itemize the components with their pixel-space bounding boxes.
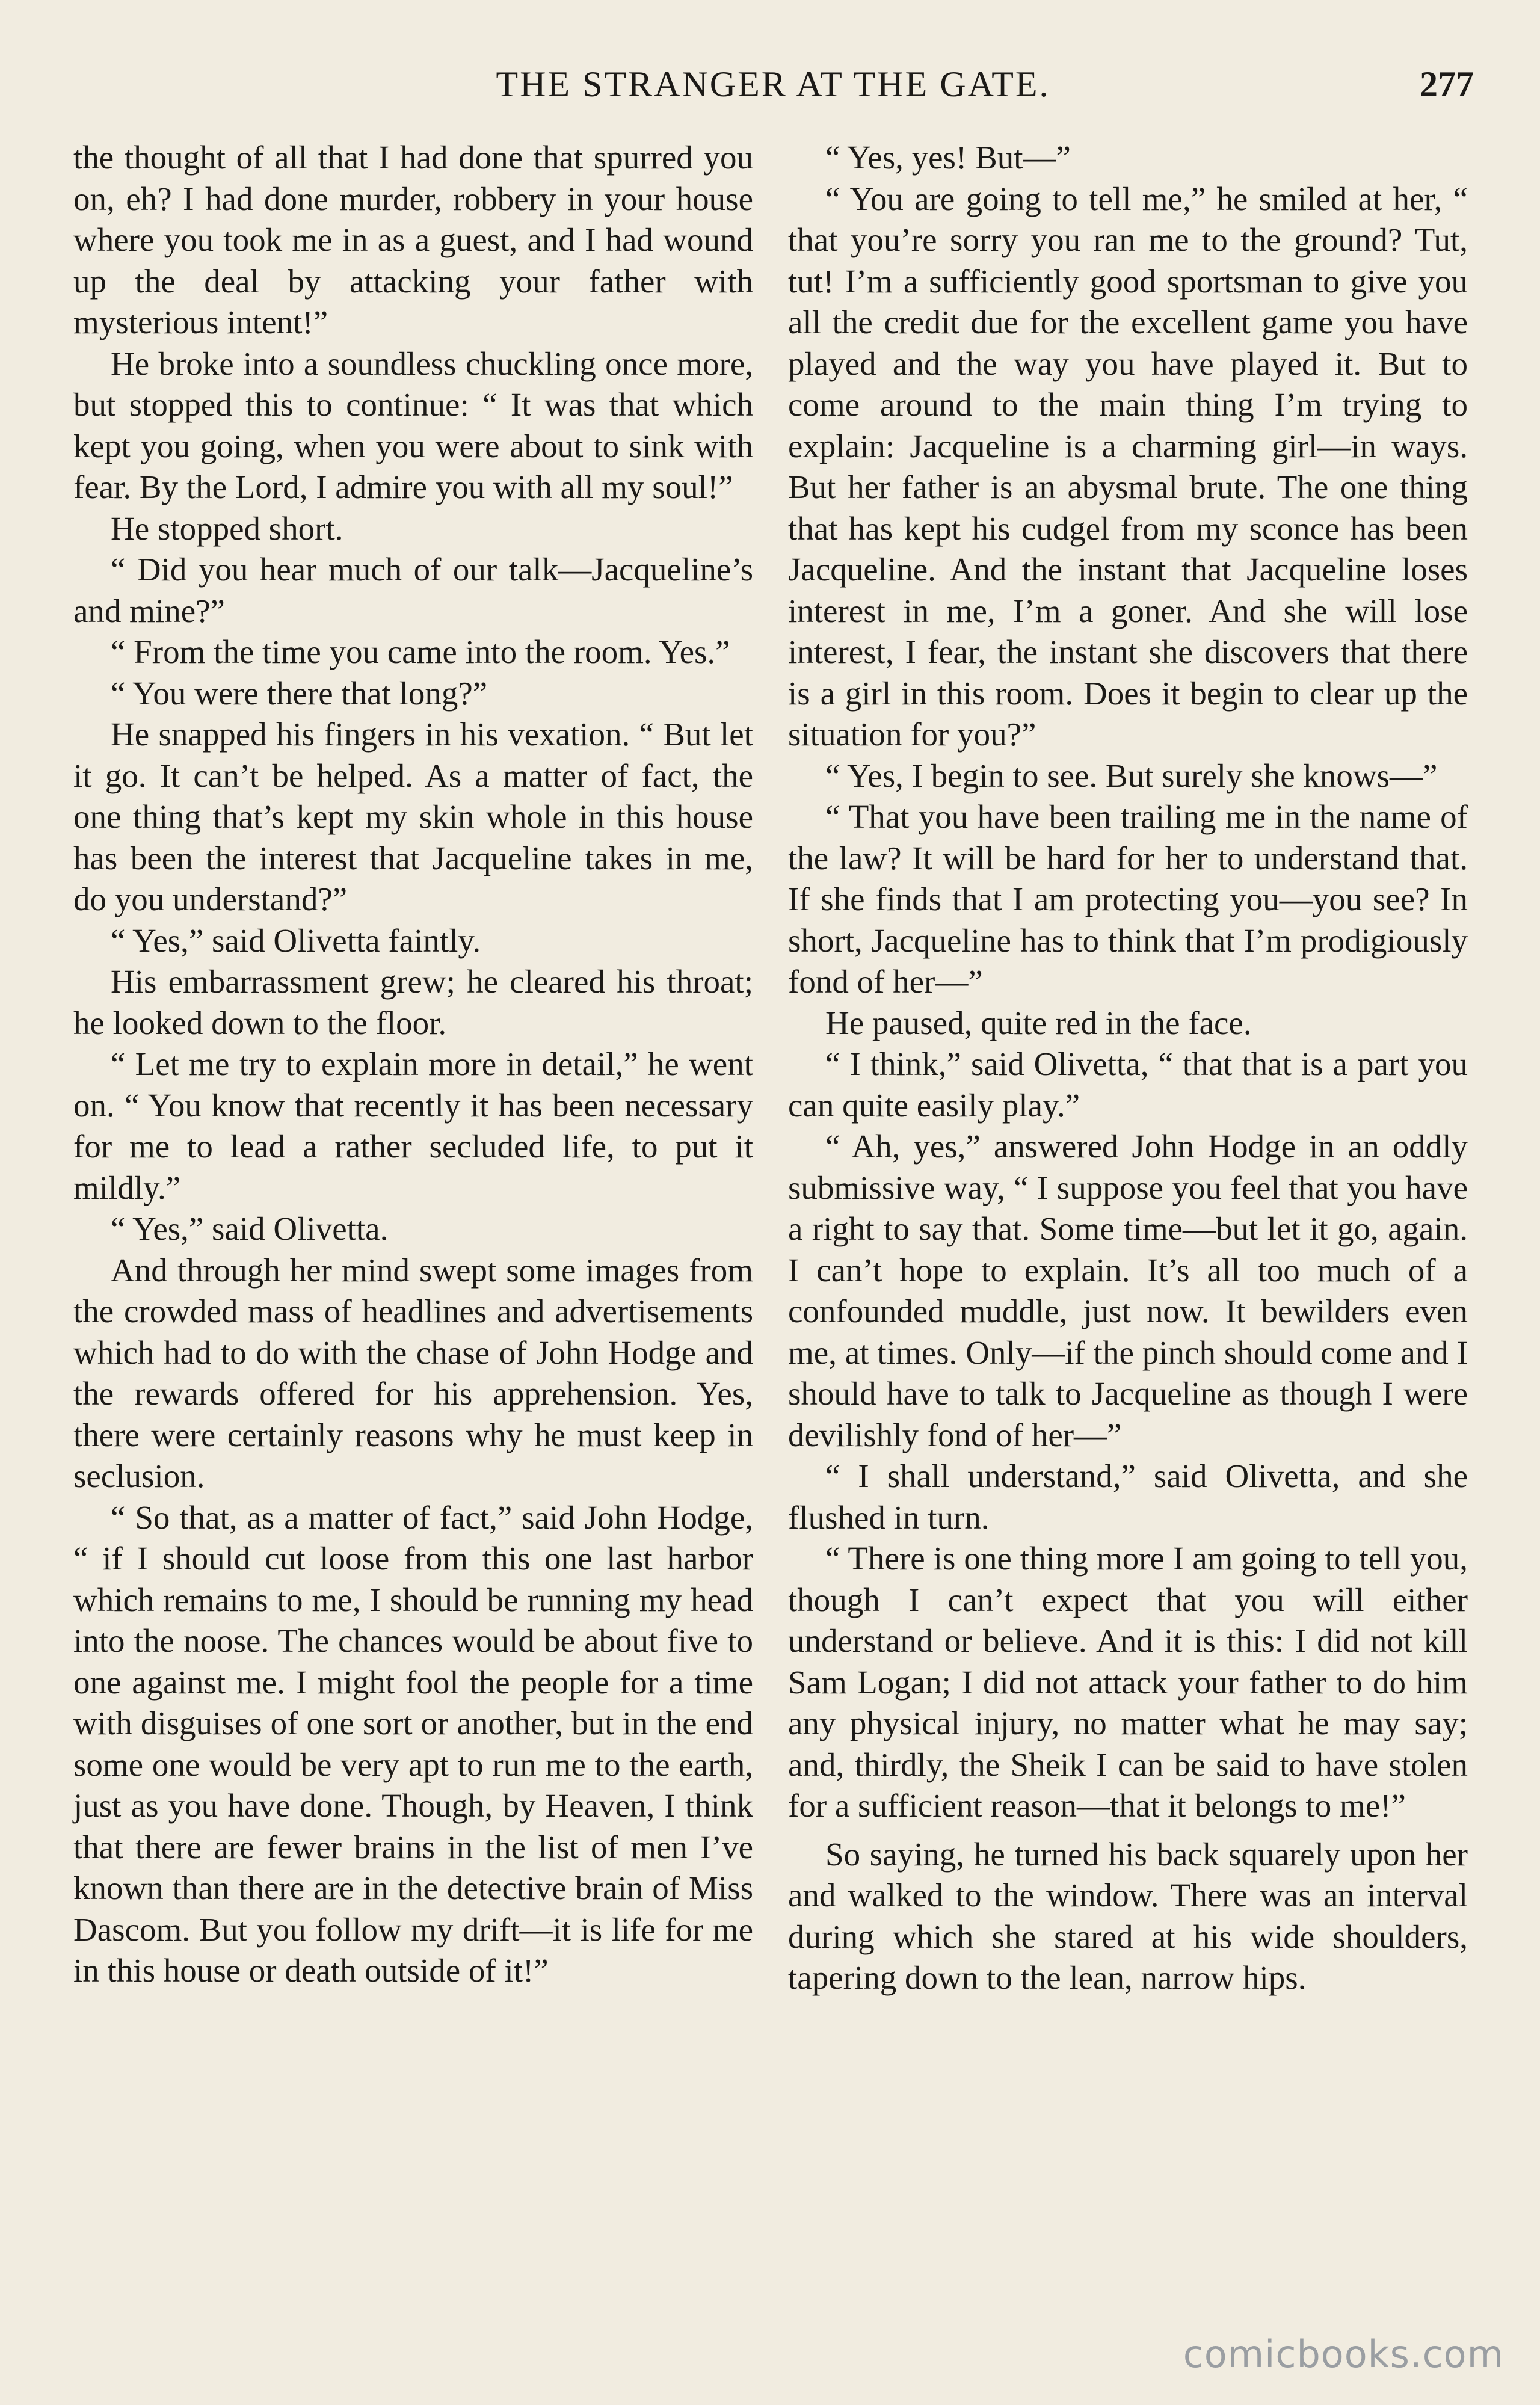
page-number: 277 [1420, 64, 1474, 104]
page-header [72, 57, 1474, 111]
paragraph: And through her mind swept some images from the crowded mass of headlines and advertisements which had to do with the chase of John Hodge and the rewards offered for his apprehension. Yes, there were certainly reasons why he must keep in seclusion. [73, 1251, 753, 1494]
paragraph: So saying, he turned his back squarely upon her and walked to the window. There was an interval during which she stared at his wide shoulders, tapering down to the lean, narrow hips. [788, 1835, 1468, 1996]
paragraph: “ Yes, yes! But—” [825, 139, 1071, 176]
paragraph: He paused, quite red in the face. [825, 1004, 1252, 1041]
paragraph: “ Let me try to explain more in detail,” he went on. “ You know that recently it has been necessary for me to lead a rather secluded life, to put it mildly.” [73, 1045, 753, 1206]
paragraph: “ I think,” said Olivetta, “ that that is a part you can quite easily play.” [788, 1045, 1468, 1124]
paragraph: He stopped short. [111, 510, 343, 547]
paragraph: “ I shall understand,” said Olivetta, and she flushed in turn. [788, 1458, 1468, 1536]
paragraph: “ You were there that long?” [111, 674, 488, 712]
paragraph: “ Did you hear much of our talk—Jacqueline’s and mine?” [73, 551, 753, 629]
paragraph: “ Ah, yes,” answered John Hodge in an oddly submissive way, “ I suppose you feel that you have a right to say that. Some time—but let it go, again. I can’t hope to explain. It’s all too much of a confounded muddle, just now. It bewilders even me, at times. Only—if the pinch should come and I should have to talk to Jacqueline as though I were devilishly fond of her—” [788, 1128, 1468, 1453]
paragraph: He snapped his fingers in his vexation. “ But let it go. It can’t be helped. As a matter of fact, the one thing that’s kept my skin whole in this house has been the interest that Jacqueline takes in me, do you understand?” [73, 716, 753, 917]
running-title: THE STRANGER AT THE GATE. [496, 64, 1050, 104]
paragraph: “ There is one thing more I am going to tell you, though I can’t expect that you will either understand or believe. And it is this: I did not kill Sam Logan; I did not attack your father to do him any physical injury, no matter what he may say; and, thirdly, the Sheik I can be said to have stolen for a sufficient reason—that it belongs to me!” [788, 1540, 1468, 1824]
paragraph: His embarrassment grew; he cleared his throat; he looked down to the floor. [73, 963, 753, 1041]
paragraph: the thought of all that I had done that spurred you on, eh? I had done murder, robbery in your house where you took me in as a guest, and I had wound up the deal by attacking your father with mysterious intent!” [73, 139, 753, 340]
paragraph: “ Yes, I begin to see. But surely she knows—” [825, 757, 1438, 794]
paragraph: He broke into a soundless chuckling once more, but stopped this to continue: “ It was that which kept you going, when you were about to sink with fear. By the Lord, I admire you with all my soul!” [73, 345, 753, 505]
right-column [788, 137, 1468, 1999]
paragraph: “ Yes,” said Olivetta. [111, 1210, 389, 1247]
paragraph: “ Yes,” said Olivetta faintly. [111, 922, 481, 959]
paragraph: “ That you have been trailing me in the name of the law? It will be hard for her to understand that. If she finds that I am protecting you—you see? In short, Jacqueline has to think that I’m prodigiously fond of her—” [788, 798, 1468, 1000]
watermark: comicbooks.com [1183, 2332, 1504, 2376]
paragraph: “ You are going to tell me,” he smiled at her, “ that you’re sorry you ran me to the ground? Tut, tut! I’m a sufficiently good sportsman to give you all the credit due for the excellent game you have played and the way you have played it. But to come around to the main thing I’m trying to explain: Jacqueline is a charming girl—in ways. But her father is an abysmal brute. The one thing that has kept his cudgel from my sconce has been Jacqueline. And the instant that Jacqueline loses interest in me, I’m a goner. And she will lose interest, I fear, the instant she discovers that there is a girl in this room. Does it begin to clear up the situation for you?” [788, 180, 1468, 753]
left-column [73, 137, 753, 1992]
paragraph: “ So that, as a matter of fact,” said John Hodge, “ if I should cut loose from this one last harbor which remains to me, I should be running my head into the noose. The chances would be about five to one against me. I might fool the people for a time with disguises of one sort or another, but in the end some one would be very apt to run me to the earth, just as you have done. Though, by Heaven, I think that there are fewer brains in the list of men I’ve known than there are in the detective brain of Miss Dascom. But you follow my drift—it is life for me in this house or death outside of it!” [73, 1498, 753, 1989]
paragraph: “ From the time you came into the room. Yes.” [111, 633, 730, 670]
